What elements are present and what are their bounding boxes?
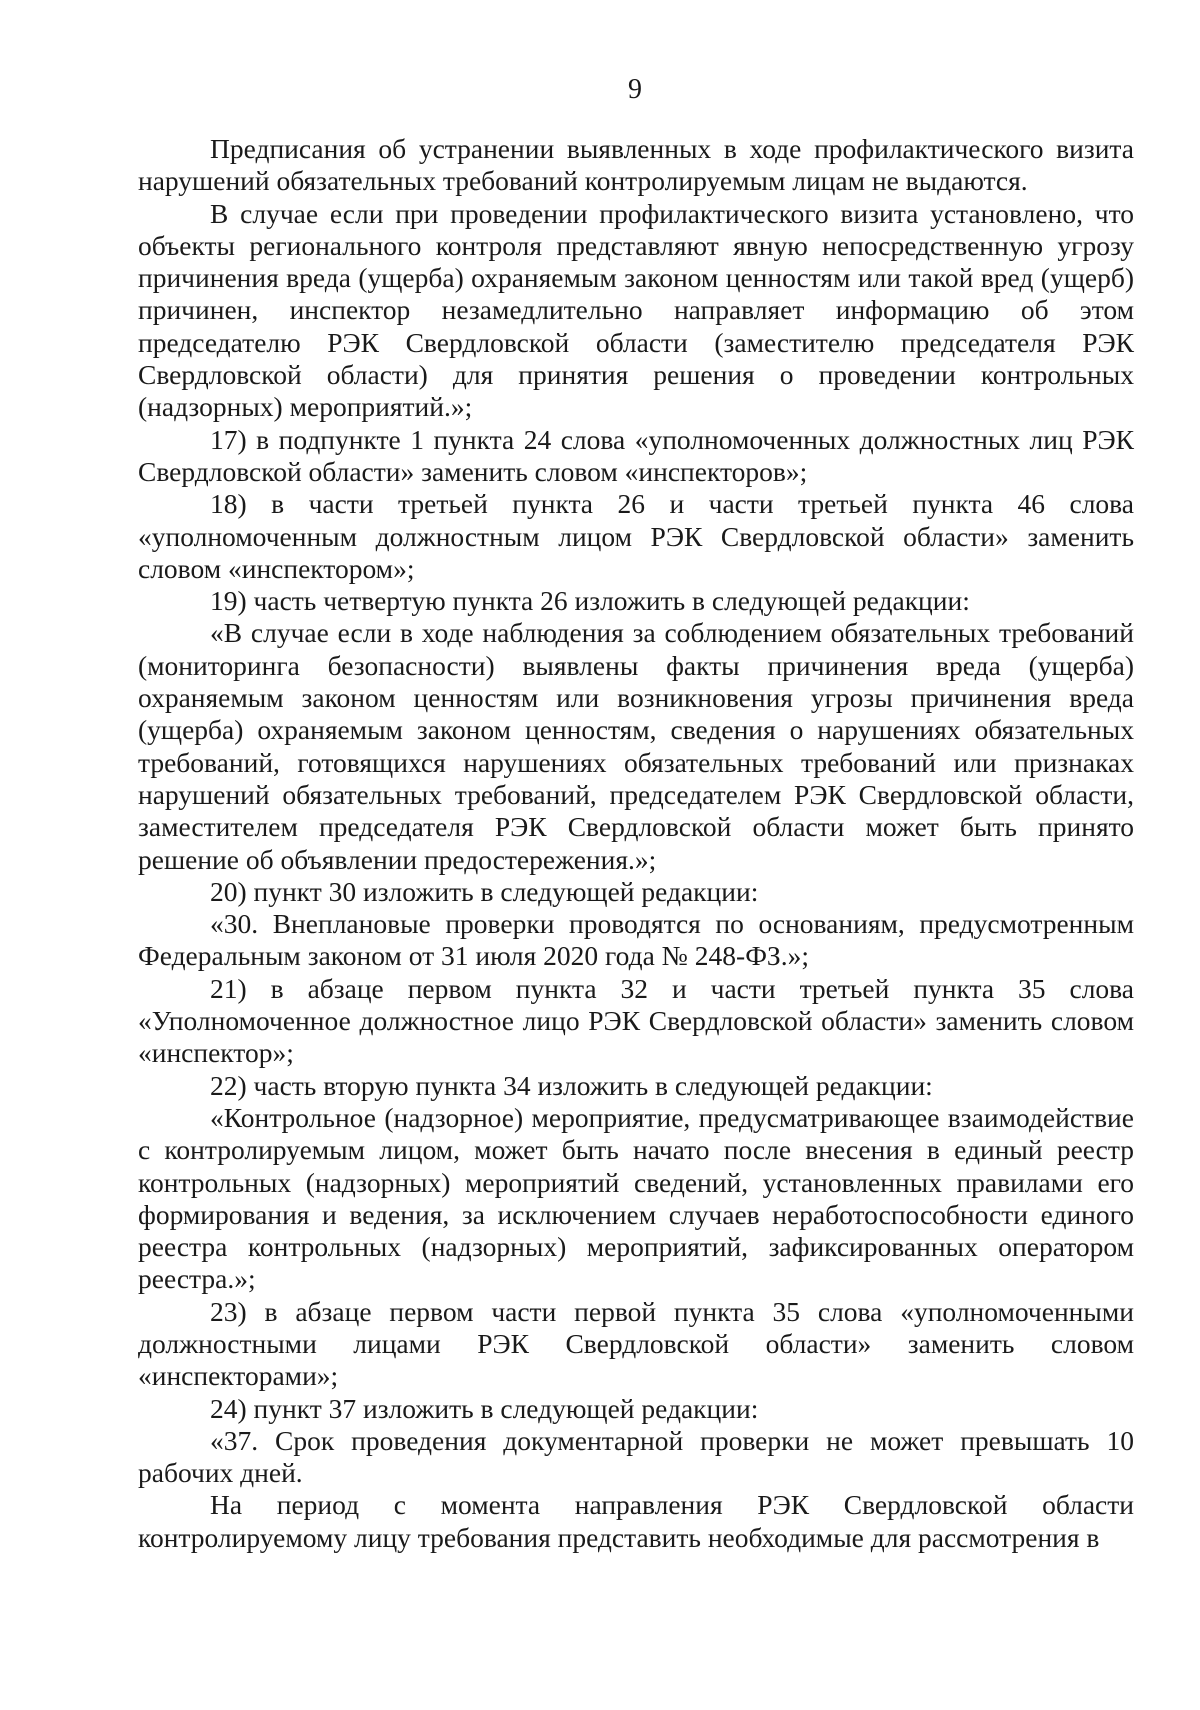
paragraph: «37. Срок проведения документарной проверки не может превышать 10 рабочих дней.: [138, 1424, 1134, 1489]
paragraph: 21) в абзаце первом пункта 32 и части третьей пункта 35 слова «Уполномоченное должностное лицо РЭК Свердловской области» заменить словом «инспектор»;: [138, 972, 1134, 1069]
paragraph: На период с момента направления РЭК Свердловской области контролируемому лицу требования представить необходимые для рассмотрения в: [138, 1489, 1134, 1553]
document-body: [138, 133, 1134, 1554]
paragraph: В случае если при проведении профилактического визита установлено, что объекты регионального контроля представляют явную непосредственную угрозу причинения вреда (ущерба) охраняемым законом ценностям или такой вред (ущерб) причинен, инспектор незамедлительно направляет информацию об этом председателю РЭК Свердловской области (заместителю председателя РЭК Свердловской области) для принятия решения о проведении контрольных (надзорных) мероприятий.»;: [138, 197, 1134, 423]
paragraph: «В случае если в ходе наблюдения за соблюдением обязательных требований (мониторинга безопасности) выявлены факты причинения вреда (ущерба) охраняемым законом ценностям или возникновения угрозы причинения вреда (ущерба) охраняемым законом ценностям, сведения о нарушениях обязательных требований, готовящихся нарушениях обязательных требований или признаках нарушений обязательных требований, председателем РЭК Свердловской области, заместителем председателя РЭК Свердловской области может быть принято решение об объявлении предостережения.»;: [138, 617, 1134, 875]
page-number: 9: [628, 74, 642, 105]
paragraph: 20) пункт 30 изложить в следующей редакции:: [210, 875, 759, 907]
paragraph: «30. Внеплановые проверки проводятся по основаниям, предусмотренным Федеральным законом от 31 июля 2020 года № 248-ФЗ.»;: [138, 908, 1134, 972]
paragraph: 22) часть вторую пункта 34 изложить в следующей редакции:: [210, 1069, 933, 1101]
paragraph: 18) в части третьей пункта 26 и части третьей пункта 46 слова «уполномоченным должностным лицом РЭК Свердловской области» заменить словом «инспектором»;: [138, 488, 1134, 584]
paragraph: 19) часть четвертую пункта 26 изложить в следующей редакции:: [210, 585, 970, 617]
paragraph: «Контрольное (надзорное) мероприятие, предусматривающее взаимодействие с контролируемым лицом, может быть начато после внесения в единый реестр контрольных (надзорных) мероприятий сведений, установленных правилами его формирования и ведения, за исключением случаев неработоспособности единого реестра контрольных (надзорных) мероприятий, зафиксированных оператором реестра.»;: [138, 1101, 1134, 1295]
paragraph: Предписания об устранении выявленных в ходе профилактического визита нарушений обязательных требований контролируемым лицам не выдаются.: [138, 133, 1134, 197]
paragraph: 24) пункт 37 изложить в следующей редакции:: [210, 1392, 759, 1424]
paragraph: 17) в подпункте 1 пункта 24 слова «уполномоченных должностных лиц РЭК Свердловской области» заменить словом «инспекторов»;: [138, 423, 1134, 487]
paragraph: 23) в абзаце первом части первой пункта 35 слова «уполномоченными должностными лицами РЭК Свердловской области» заменить словом «инспекторами»;: [138, 1295, 1134, 1392]
